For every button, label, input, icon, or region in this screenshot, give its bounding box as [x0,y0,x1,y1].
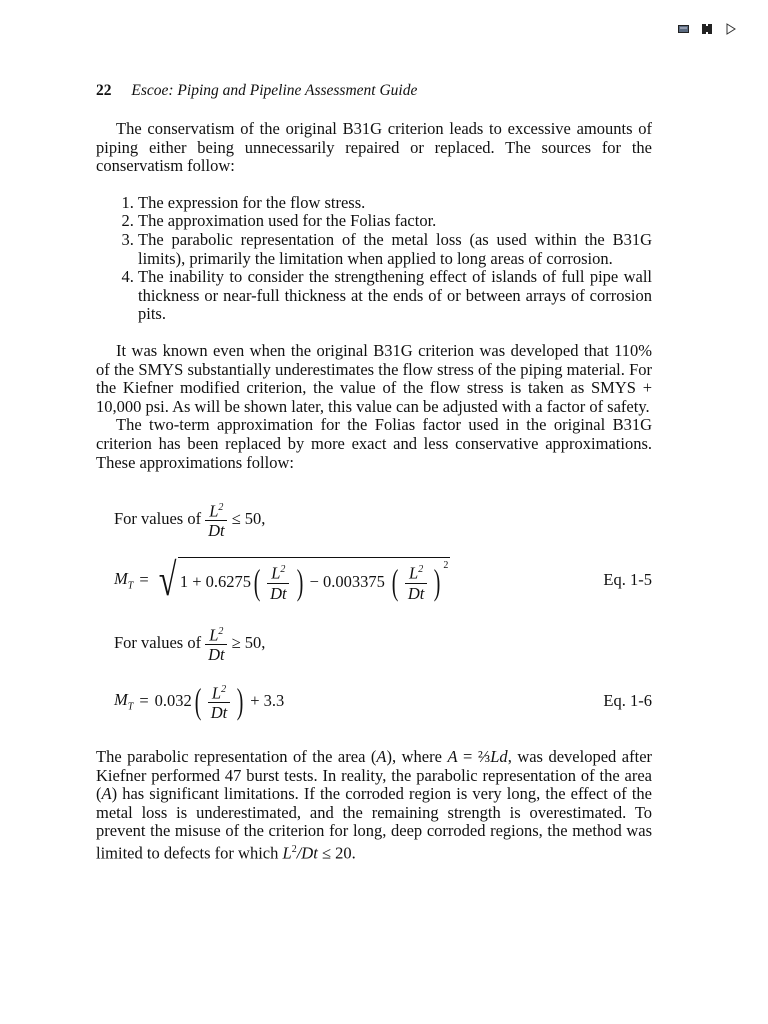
square-root: √ 1 + 0.6275 ( $\frac{L^2}{Dt}$ ) − 0.003375 ( $\frac{L^2}{Dt}$ ) $^2$ [158,554,449,606]
list-item: 1. The expression for the flow stress. [138,194,652,213]
fraction-L2-Dt: $\frac{L^2}{Dt}$ [204,499,229,540]
viewer-nav [676,22,738,36]
running-title: Escoe: Piping and Pipeline Assessment Guide [131,82,418,99]
equation-1-5: $M_T$ = √ 1 + 0.6275 ( $\frac{L^2}{Dt}$ ) − 0.003375 ( $\frac{L^2}{Dt}$ ) $^2$ Eq. 1-5 [114,554,652,606]
equation-number: Eq. 1-5 [603,570,652,590]
condition-bound: ≤ 50, [231,509,266,529]
conservatism-list [96,194,652,324]
page-icon[interactable] [676,22,690,36]
equation-number: Eq. 1-6 [603,691,652,711]
running-header [96,80,652,102]
fraction-L2-Dt: $\frac{L^2}{Dt}$ [204,623,229,664]
condition-text: For values of [114,633,202,653]
condition-bound: ≥ 50, [231,633,266,653]
list-item: 4. The inability to consider the strengthening effect of islands of full pipe wall thickness or near-full thickness at the ends of or between arrays of corrosion pits. [138,268,652,324]
intro-paragraph: The conservatism of the original B31G criterion leads to excessive amounts of piping either being unnecessarily repaired or replaced. The sources for the conservatism follow: [96,119,652,176]
next-arrow-icon[interactable] [724,22,738,36]
list-item: 2. The approximation used for the Folias factor. [138,212,652,231]
list-item: 3. The parabolic representation of the metal loss (as used within the B31G limits), primarily the limitation when applied to long areas of corrosion. [138,231,652,268]
equation-1-6: $M_T$ = 0.032 ( $\frac{L^2}{Dt}$ ) + 3.3 Eq. 1-6 [114,681,652,723]
book-icon[interactable] [700,22,714,36]
page-content [96,80,652,863]
folias-paragraph: The two-term approximation for the Folias factor used in the original B31G criterion has been replaced by more exact and less conservative approximations. These approximations follow: [96,415,652,472]
condition-2 [114,622,652,664]
flow-stress-paragraph: It was known even when the original B31G criterion was developed that 110% of the SMYS substantially underestimates the flow stress of the piping material. For the Kiefner modified criterion, the value of the flow stress is taken as SMYS + 10,000 psi. As will be shown later, this value can be adjusted with a factor of safety. [96,340,652,416]
page-number: 22 [96,82,112,99]
condition-text: For values of [114,509,202,529]
condition-1 [114,498,652,540]
parabolic-paragraph: The parabolic representation of the area (A), where A = ⅔Ld, was developed after Kiefner performed 47 burst tests. In reality, the parabolic representation of the area (A) has significant limitations. If the corroded region is very long, the effect of the metal loss is underestimated, and the remaining strength is overestimated. To prevent the misuse of the criterion for long, deep corroded regions, the method was limited to defects for which $L^2/Dt \le 20$. [96,747,653,863]
